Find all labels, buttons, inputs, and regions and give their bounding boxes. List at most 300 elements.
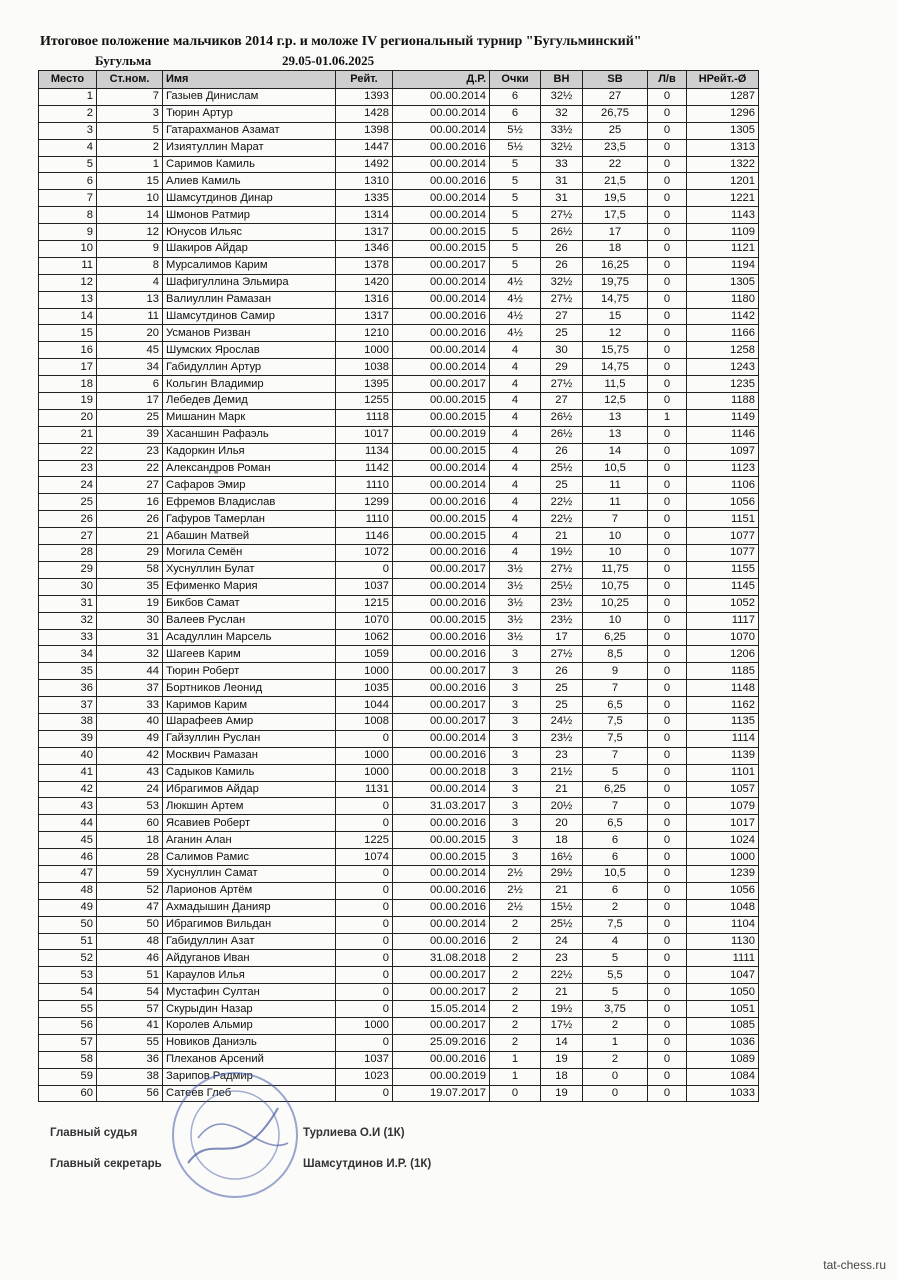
cell-name: Шафигуллина Эльмира	[163, 274, 336, 291]
cell-place: 47	[39, 865, 97, 882]
cell-birthdate: 00.00.2014	[393, 274, 490, 291]
cell-sb: 7,5	[583, 713, 648, 730]
cell-name: Усманов Ризван	[163, 325, 336, 342]
cell-rating: 1215	[336, 595, 393, 612]
cell-place: 30	[39, 578, 97, 595]
cell-name: Шарафеев Амир	[163, 713, 336, 730]
cell-perf-rating: 1305	[687, 122, 759, 139]
cell-start-number: 12	[97, 224, 163, 241]
cell-sb: 11	[583, 477, 648, 494]
cell-perf-rating: 1123	[687, 460, 759, 477]
cell-rating: 1255	[336, 393, 393, 410]
cell-sb: 14,75	[583, 291, 648, 308]
cell-name: Ефремов Владислав	[163, 494, 336, 511]
cell-birthdate: 00.00.2014	[393, 105, 490, 122]
cell-start-number: 22	[97, 460, 163, 477]
cell-points: 2½	[490, 899, 541, 916]
cell-points: 3	[490, 832, 541, 849]
cell-sb: 7	[583, 798, 648, 815]
cell-name: Салимов Рамис	[163, 849, 336, 866]
cell-name: Гафуров Тамерлан	[163, 511, 336, 528]
table-row	[39, 561, 759, 578]
cell-wins: 0	[648, 241, 687, 258]
cell-points: 4	[490, 426, 541, 443]
cell-points: 3½	[490, 612, 541, 629]
cell-points: 5	[490, 156, 541, 173]
cell-perf-rating: 1101	[687, 764, 759, 781]
table-row	[39, 882, 759, 899]
cell-place: 44	[39, 815, 97, 832]
cell-place: 54	[39, 984, 97, 1001]
cell-rating: 0	[336, 933, 393, 950]
table-row	[39, 849, 759, 866]
cell-place: 56	[39, 1017, 97, 1034]
cell-points: 3	[490, 680, 541, 697]
cell-points: 2	[490, 1034, 541, 1051]
cell-start-number: 56	[97, 1085, 163, 1102]
cell-rating: 1062	[336, 629, 393, 646]
table-row	[39, 1034, 759, 1051]
cell-perf-rating: 1057	[687, 781, 759, 798]
cell-name: Шамсутдинов Динар	[163, 190, 336, 207]
cell-name: Садыков Камиль	[163, 764, 336, 781]
cell-sb: 6,5	[583, 697, 648, 714]
cell-perf-rating: 1051	[687, 1001, 759, 1018]
cell-points: 5	[490, 257, 541, 274]
cell-birthdate: 00.00.2016	[393, 646, 490, 663]
cell-wins: 0	[648, 764, 687, 781]
cell-place: 53	[39, 967, 97, 984]
cell-wins: 0	[648, 832, 687, 849]
chief-secretary-label: Главный секретарь	[50, 1158, 162, 1170]
table-row	[39, 460, 759, 477]
cell-sb: 2	[583, 1017, 648, 1034]
cell-birthdate: 00.00.2015	[393, 241, 490, 258]
cell-place: 51	[39, 933, 97, 950]
table-row	[39, 916, 759, 933]
cell-bh: 30	[541, 342, 583, 359]
cell-start-number: 28	[97, 849, 163, 866]
cell-name: Скурыдин Назар	[163, 1001, 336, 1018]
table-row	[39, 612, 759, 629]
cell-name: Асадуллин Марсель	[163, 629, 336, 646]
cell-points: 4	[490, 342, 541, 359]
cell-wins: 0	[648, 578, 687, 595]
table-row	[39, 494, 759, 511]
cell-points: 0	[490, 1085, 541, 1102]
cell-bh: 20½	[541, 798, 583, 815]
cell-name: Лебедев Демид	[163, 393, 336, 410]
cell-rating: 1447	[336, 139, 393, 156]
cell-birthdate: 00.00.2014	[393, 916, 490, 933]
chief-judge-label: Главный судья	[50, 1127, 138, 1139]
cell-name: Каримов Карим	[163, 697, 336, 714]
cell-rating: 1146	[336, 528, 393, 545]
table-row	[39, 393, 759, 410]
cell-points: 2	[490, 950, 541, 967]
cell-wins: 0	[648, 984, 687, 1001]
cell-points: 4	[490, 393, 541, 410]
page-title: Итоговое положение мальчиков 2014 г.р. и моложе IV региональный турнир "Бугульминский"	[40, 34, 642, 49]
cell-bh: 14	[541, 1034, 583, 1051]
cell-perf-rating: 1149	[687, 409, 759, 426]
cell-name: Мишанин Марк	[163, 409, 336, 426]
cell-start-number: 44	[97, 663, 163, 680]
cell-place: 1	[39, 89, 97, 106]
cell-sb: 4	[583, 933, 648, 950]
table-row	[39, 1017, 759, 1034]
cell-name: Новиков Даниэль	[163, 1034, 336, 1051]
cell-name: Юнусов Ильяс	[163, 224, 336, 241]
cell-wins: 0	[648, 747, 687, 764]
cell-points: 6	[490, 105, 541, 122]
cell-perf-rating: 1109	[687, 224, 759, 241]
cell-name: Сафаров Эмир	[163, 477, 336, 494]
cell-wins: 0	[648, 561, 687, 578]
cell-wins: 0	[648, 105, 687, 122]
cell-sb: 10	[583, 545, 648, 562]
cell-sb: 23,5	[583, 139, 648, 156]
cell-points: 4	[490, 460, 541, 477]
cell-sb: 6,5	[583, 815, 648, 832]
cell-points: 3	[490, 646, 541, 663]
cell-start-number: 35	[97, 578, 163, 595]
cell-place: 12	[39, 274, 97, 291]
cell-bh: 32½	[541, 139, 583, 156]
table-row	[39, 713, 759, 730]
cell-start-number: 55	[97, 1034, 163, 1051]
cell-sb: 6	[583, 849, 648, 866]
cell-start-number: 8	[97, 257, 163, 274]
cell-start-number: 37	[97, 680, 163, 697]
cell-points: 4	[490, 494, 541, 511]
cell-perf-rating: 1142	[687, 308, 759, 325]
cell-start-number: 32	[97, 646, 163, 663]
cell-points: 3½	[490, 629, 541, 646]
cell-bh: 17½	[541, 1017, 583, 1034]
cell-start-number: 19	[97, 595, 163, 612]
cell-sb: 7,5	[583, 916, 648, 933]
cell-perf-rating: 1077	[687, 545, 759, 562]
col-header-rating: Рейт.	[336, 71, 393, 89]
cell-place: 22	[39, 443, 97, 460]
table-row	[39, 224, 759, 241]
cell-start-number: 5	[97, 122, 163, 139]
cell-bh: 24½	[541, 713, 583, 730]
cell-wins: 0	[648, 916, 687, 933]
cell-points: 4	[490, 376, 541, 393]
cell-perf-rating: 1033	[687, 1085, 759, 1102]
cell-points: 4	[490, 359, 541, 376]
cell-start-number: 40	[97, 713, 163, 730]
cell-points: 5	[490, 190, 541, 207]
cell-start-number: 36	[97, 1051, 163, 1068]
cell-birthdate: 00.00.2016	[393, 747, 490, 764]
cell-points: 1	[490, 1068, 541, 1085]
cell-rating: 1317	[336, 308, 393, 325]
cell-rating: 1210	[336, 325, 393, 342]
cell-place: 7	[39, 190, 97, 207]
cell-start-number: 54	[97, 984, 163, 1001]
cell-bh: 26½	[541, 409, 583, 426]
cell-start-number: 30	[97, 612, 163, 629]
cell-start-number: 20	[97, 325, 163, 342]
cell-perf-rating: 1239	[687, 865, 759, 882]
cell-start-number: 23	[97, 443, 163, 460]
col-header-bh: BH	[541, 71, 583, 89]
cell-rating: 0	[336, 865, 393, 882]
cell-sb: 25	[583, 122, 648, 139]
cell-points: 2	[490, 1017, 541, 1034]
cell-place: 57	[39, 1034, 97, 1051]
table-row	[39, 325, 759, 342]
cell-bh: 32	[541, 105, 583, 122]
watermark: tat-chess.ru	[823, 1258, 886, 1272]
col-header-start-number: Ст.ном.	[97, 71, 163, 89]
cell-place: 16	[39, 342, 97, 359]
cell-birthdate: 00.00.2016	[393, 545, 490, 562]
cell-rating: 1037	[336, 1051, 393, 1068]
cell-points: 2½	[490, 882, 541, 899]
cell-start-number: 14	[97, 207, 163, 224]
cell-start-number: 43	[97, 764, 163, 781]
cell-wins: 0	[648, 798, 687, 815]
cell-start-number: 41	[97, 1017, 163, 1034]
cell-sb: 8,5	[583, 646, 648, 663]
city-label: Бугульма	[95, 53, 152, 68]
cell-place: 27	[39, 528, 97, 545]
cell-sb: 0	[583, 1085, 648, 1102]
cell-points: 6	[490, 89, 541, 106]
cell-points: 4	[490, 443, 541, 460]
cell-wins: 0	[648, 545, 687, 562]
cell-wins: 0	[648, 865, 687, 882]
cell-rating: 0	[336, 1001, 393, 1018]
cell-perf-rating: 1322	[687, 156, 759, 173]
cell-sb: 1	[583, 1034, 648, 1051]
cell-start-number: 15	[97, 173, 163, 190]
cell-bh: 17	[541, 629, 583, 646]
cell-wins: 0	[648, 460, 687, 477]
cell-wins: 0	[648, 680, 687, 697]
cell-birthdate: 00.00.2018	[393, 764, 490, 781]
cell-birthdate: 00.00.2015	[393, 612, 490, 629]
table-row	[39, 156, 759, 173]
cell-name: Шакиров Айдар	[163, 241, 336, 258]
cell-rating: 1346	[336, 241, 393, 258]
cell-start-number: 18	[97, 832, 163, 849]
cell-name: Хуснуллин Самат	[163, 865, 336, 882]
cell-birthdate: 00.00.2015	[393, 511, 490, 528]
cell-place: 32	[39, 612, 97, 629]
cell-start-number: 16	[97, 494, 163, 511]
table-row	[39, 342, 759, 359]
cell-rating: 1420	[336, 274, 393, 291]
cell-birthdate: 00.00.2014	[393, 578, 490, 595]
cell-rating: 1317	[336, 224, 393, 241]
cell-wins: 0	[648, 697, 687, 714]
cell-bh: 26	[541, 241, 583, 258]
cell-wins: 0	[648, 612, 687, 629]
cell-place: 11	[39, 257, 97, 274]
table-row	[39, 747, 759, 764]
cell-name: Люкшин Артем	[163, 798, 336, 815]
cell-wins: 0	[648, 342, 687, 359]
table-row	[39, 511, 759, 528]
cell-rating: 1314	[336, 207, 393, 224]
cell-rating: 0	[336, 815, 393, 832]
cell-place: 4	[39, 139, 97, 156]
cell-place: 9	[39, 224, 97, 241]
cell-start-number: 9	[97, 241, 163, 258]
cell-sb: 27	[583, 89, 648, 106]
cell-bh: 25	[541, 697, 583, 714]
cell-rating: 1023	[336, 1068, 393, 1085]
cell-place: 52	[39, 950, 97, 967]
cell-place: 45	[39, 832, 97, 849]
cell-bh: 24	[541, 933, 583, 950]
cell-birthdate: 00.00.2014	[393, 477, 490, 494]
cell-name: Плеханов Арсений	[163, 1051, 336, 1068]
table-row	[39, 899, 759, 916]
cell-wins: 0	[648, 781, 687, 798]
cell-rating: 1118	[336, 409, 393, 426]
cell-points: 5	[490, 173, 541, 190]
cell-name: Кадоркин Илья	[163, 443, 336, 460]
cell-name: Хасаншин Рафаэль	[163, 426, 336, 443]
cell-points: 1	[490, 1051, 541, 1068]
cell-sb: 10	[583, 612, 648, 629]
cell-rating: 1110	[336, 477, 393, 494]
cell-bh: 18	[541, 832, 583, 849]
table-row	[39, 950, 759, 967]
cell-points: 3	[490, 697, 541, 714]
cell-perf-rating: 1166	[687, 325, 759, 342]
cell-sb: 14,75	[583, 359, 648, 376]
table-row	[39, 241, 759, 258]
cell-rating: 1070	[336, 612, 393, 629]
cell-sb: 13	[583, 409, 648, 426]
cell-place: 17	[39, 359, 97, 376]
cell-place: 36	[39, 680, 97, 697]
cell-name: Газыев Динислам	[163, 89, 336, 106]
cell-place: 5	[39, 156, 97, 173]
cell-rating: 1131	[336, 781, 393, 798]
cell-wins: 1	[648, 409, 687, 426]
cell-wins: 0	[648, 224, 687, 241]
cell-start-number: 10	[97, 190, 163, 207]
cell-start-number: 27	[97, 477, 163, 494]
cell-sb: 9	[583, 663, 648, 680]
cell-sb: 5,5	[583, 967, 648, 984]
cell-sb: 5	[583, 950, 648, 967]
cell-perf-rating: 1056	[687, 494, 759, 511]
cell-rating: 1335	[336, 190, 393, 207]
cell-bh: 26½	[541, 426, 583, 443]
cell-birthdate: 00.00.2014	[393, 122, 490, 139]
cell-birthdate: 00.00.2016	[393, 325, 490, 342]
cell-points: 4	[490, 545, 541, 562]
table-row	[39, 1001, 759, 1018]
cell-start-number: 21	[97, 528, 163, 545]
cell-rating: 1017	[336, 426, 393, 443]
cell-wins: 0	[648, 443, 687, 460]
table-row	[39, 865, 759, 882]
cell-start-number: 39	[97, 426, 163, 443]
cell-birthdate: 25.09.2016	[393, 1034, 490, 1051]
cell-bh: 23	[541, 950, 583, 967]
cell-rating: 1000	[336, 764, 393, 781]
cell-perf-rating: 1024	[687, 832, 759, 849]
cell-birthdate: 00.00.2015	[393, 409, 490, 426]
cell-rating: 1110	[336, 511, 393, 528]
cell-birthdate: 00.00.2014	[393, 89, 490, 106]
cell-bh: 19½	[541, 1001, 583, 1018]
cell-rating: 0	[336, 899, 393, 916]
cell-bh: 26	[541, 257, 583, 274]
cell-wins: 0	[648, 1017, 687, 1034]
cell-points: 4	[490, 409, 541, 426]
cell-points: 3	[490, 663, 541, 680]
cell-place: 60	[39, 1085, 97, 1102]
cell-rating: 1393	[336, 89, 393, 106]
table-row	[39, 257, 759, 274]
cell-birthdate: 00.00.2017	[393, 257, 490, 274]
cell-place: 3	[39, 122, 97, 139]
cell-start-number: 42	[97, 747, 163, 764]
cell-place: 43	[39, 798, 97, 815]
cell-place: 59	[39, 1068, 97, 1085]
cell-bh: 25½	[541, 916, 583, 933]
cell-rating: 1008	[336, 713, 393, 730]
cell-sb: 5	[583, 764, 648, 781]
cell-sb: 11,75	[583, 561, 648, 578]
cell-start-number: 58	[97, 561, 163, 578]
cell-birthdate: 00.00.2016	[393, 933, 490, 950]
cell-sb: 19,75	[583, 274, 648, 291]
table-row	[39, 207, 759, 224]
cell-perf-rating: 1121	[687, 241, 759, 258]
cell-wins: 0	[648, 207, 687, 224]
cell-birthdate: 00.00.2015	[393, 832, 490, 849]
cell-birthdate: 00.00.2014	[393, 156, 490, 173]
cell-perf-rating: 1050	[687, 984, 759, 1001]
cell-perf-rating: 1077	[687, 528, 759, 545]
cell-name: Мустафин Султан	[163, 984, 336, 1001]
official-stamp	[168, 1068, 303, 1203]
cell-perf-rating: 1243	[687, 359, 759, 376]
cell-sb: 2	[583, 1051, 648, 1068]
cell-name: Александров Роман	[163, 460, 336, 477]
cell-points: 3½	[490, 561, 541, 578]
cell-wins: 0	[648, 173, 687, 190]
cell-rating: 1044	[336, 697, 393, 714]
cell-birthdate: 00.00.2016	[393, 173, 490, 190]
cell-name: Саримов Камиль	[163, 156, 336, 173]
cell-start-number: 52	[97, 882, 163, 899]
cell-place: 46	[39, 849, 97, 866]
cell-sb: 7	[583, 747, 648, 764]
table-row	[39, 595, 759, 612]
cell-wins: 0	[648, 359, 687, 376]
cell-start-number: 2	[97, 139, 163, 156]
cell-name: Изиятуллин Марат	[163, 139, 336, 156]
cell-perf-rating: 1048	[687, 899, 759, 916]
cell-start-number: 50	[97, 916, 163, 933]
cell-bh: 27½	[541, 646, 583, 663]
cell-wins: 0	[648, 376, 687, 393]
cell-bh: 26	[541, 443, 583, 460]
